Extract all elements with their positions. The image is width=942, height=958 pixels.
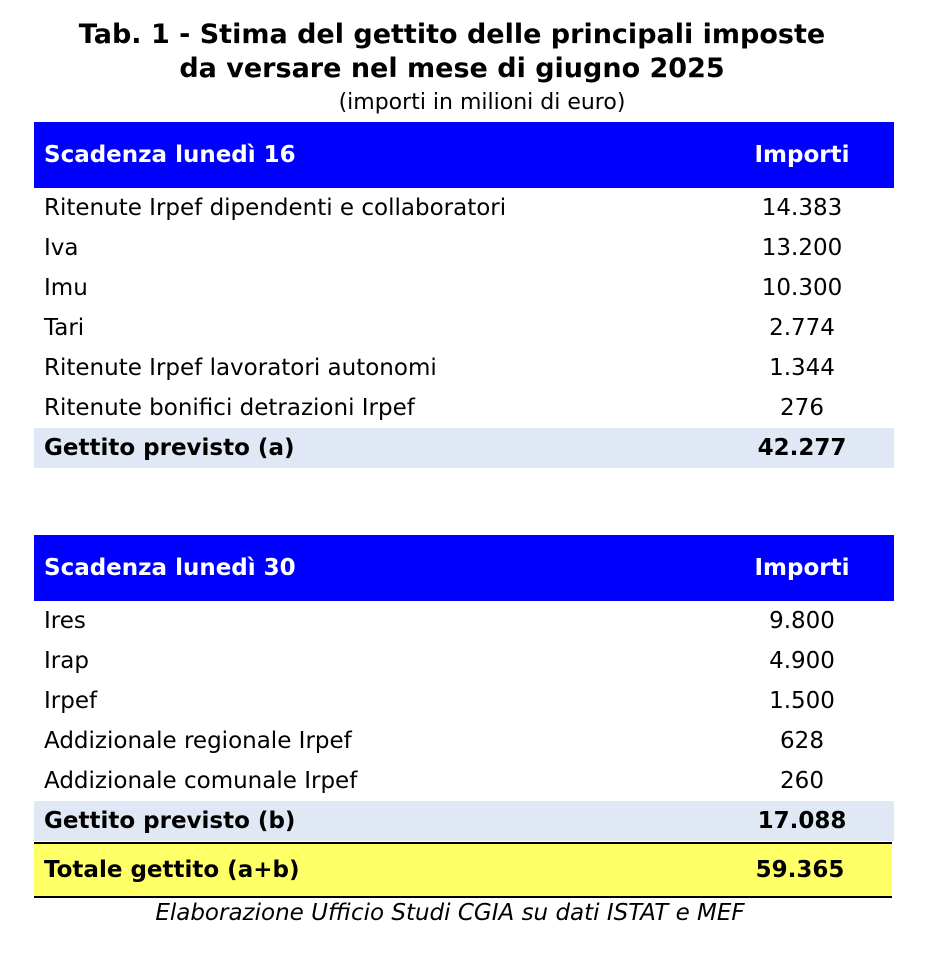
row-value: 4.900: [769, 648, 835, 674]
subtotal-row: [34, 801, 894, 841]
table-row: [34, 641, 894, 681]
row-value: 10.300: [761, 275, 843, 301]
total-row: [34, 842, 892, 898]
row-label: Ritenute Irpef dipendenti e collaboratori: [44, 195, 507, 221]
table-header: [34, 535, 894, 601]
row-label: Addizionale regionale Irpef: [44, 728, 352, 754]
header-value: Importi: [754, 142, 850, 168]
row-value: 260: [780, 768, 824, 794]
row-value: 628: [780, 728, 824, 754]
table-header: [34, 122, 894, 188]
row-value: 14.383: [761, 195, 843, 221]
subtotal-value: 17.088: [757, 808, 847, 834]
table-row: [34, 188, 894, 228]
header-value: Importi: [754, 555, 850, 581]
table-row: [34, 601, 894, 641]
table-row: [34, 681, 894, 721]
subtotal-row: [34, 428, 894, 468]
table-title: [0, 18, 904, 86]
row-label: Ritenute Irpef lavoratori autonomi: [44, 355, 437, 381]
row-label: Imu: [44, 275, 88, 301]
table-scadenza-16: [34, 122, 894, 468]
table-row: [34, 348, 894, 388]
row-value: 9.800: [769, 608, 835, 634]
row-label: Ires: [44, 608, 86, 634]
row-value: 1.344: [769, 355, 835, 381]
table-row: [34, 721, 894, 761]
table-row: [34, 761, 894, 801]
row-value: 13.200: [761, 235, 843, 261]
header-label: Scadenza lunedì 30: [44, 555, 296, 581]
row-label: Irap: [44, 648, 89, 674]
row-value: 2.774: [769, 315, 835, 341]
row-value: 1.500: [769, 688, 835, 714]
row-label: Iva: [44, 235, 79, 261]
subtotal-label: Gettito previsto (a): [44, 435, 295, 461]
row-label: Ritenute bonifici detrazioni Irpef: [44, 395, 415, 421]
subtotal-value: 42.277: [757, 435, 847, 461]
table-row: [34, 308, 894, 348]
subtotal-label: Gettito previsto (b): [44, 808, 296, 834]
table-row: [34, 268, 894, 308]
total-label: Totale gettito (a+b): [44, 857, 300, 883]
title-line-1: Tab. 1 - Stima del gettito delle principali imposte: [78, 19, 826, 50]
row-label: Irpef: [44, 688, 98, 714]
title-line-2: da versare nel mese di giugno 2025: [179, 53, 725, 84]
table-scadenza-30: [34, 535, 894, 841]
row-label: Tari: [44, 315, 85, 341]
row-label: Addizionale comunale Irpef: [44, 768, 358, 794]
subtitle: (importi in milioni di euro): [338, 90, 626, 115]
total-value: 59.365: [755, 857, 845, 883]
source-note: Elaborazione Ufficio Studi CGIA su dati ISTAT e MEF: [155, 900, 745, 926]
row-value: 276: [780, 395, 824, 421]
header-label: Scadenza lunedì 16: [44, 142, 296, 168]
table-row: [34, 228, 894, 268]
table-row: [34, 388, 894, 428]
